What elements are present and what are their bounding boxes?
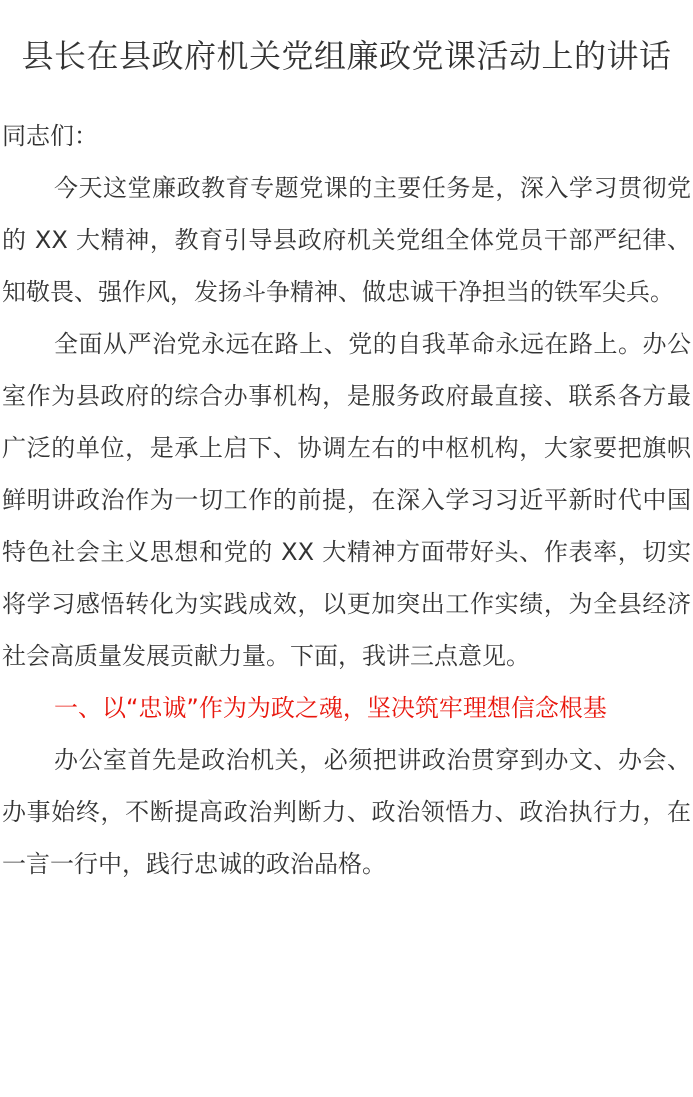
- document-title: 县长在县政府机关党组廉政党课活动上的讲话: [21, 37, 672, 75]
- paragraph-context: 全面从严治党永远在路上、党的自我革命永远在路上。办公室作为县政府的综合办事机构，是服务政府最直接、联系各方最广泛的单位，是承上启下、协调左右的中枢机构，大家要把旗帜鲜明讲政治作为一切工作的前提，在深入学习习近平新时代中国特色社会主义思想和党的 XX 大精神方面带好头、作表率，切实将学习感悟转化为实践成效，以更加突出工作实绩，为全县经济社会高质量发展贡献力量。下面，我讲三点意见。: [2, 330, 691, 670]
- section-paragraph: 办公室首先是政治机关，必须把讲政治贯穿到办文、办会、办事始终，不断提高政治判断力、政治领悟力、政治执行力，在一言一行中，践行忠诚的政治品格。: [2, 746, 691, 878]
- section-heading: 一、以“忠诚”作为为政之魂，坚决筑牢理想信念根基: [54, 694, 607, 722]
- greeting: 同志们：: [2, 122, 98, 150]
- document-body: [0, 110, 693, 890]
- paragraph-intro: 今天这堂廉政教育专题党课的主要任务是，深入学习贯彻党的 XX 大精神，教育引导县政府机关党组全体党员干部严纪律、知敬畏、强作风，发扬斗争精神、做忠诚干净担当的铁军尖兵。: [2, 174, 691, 306]
